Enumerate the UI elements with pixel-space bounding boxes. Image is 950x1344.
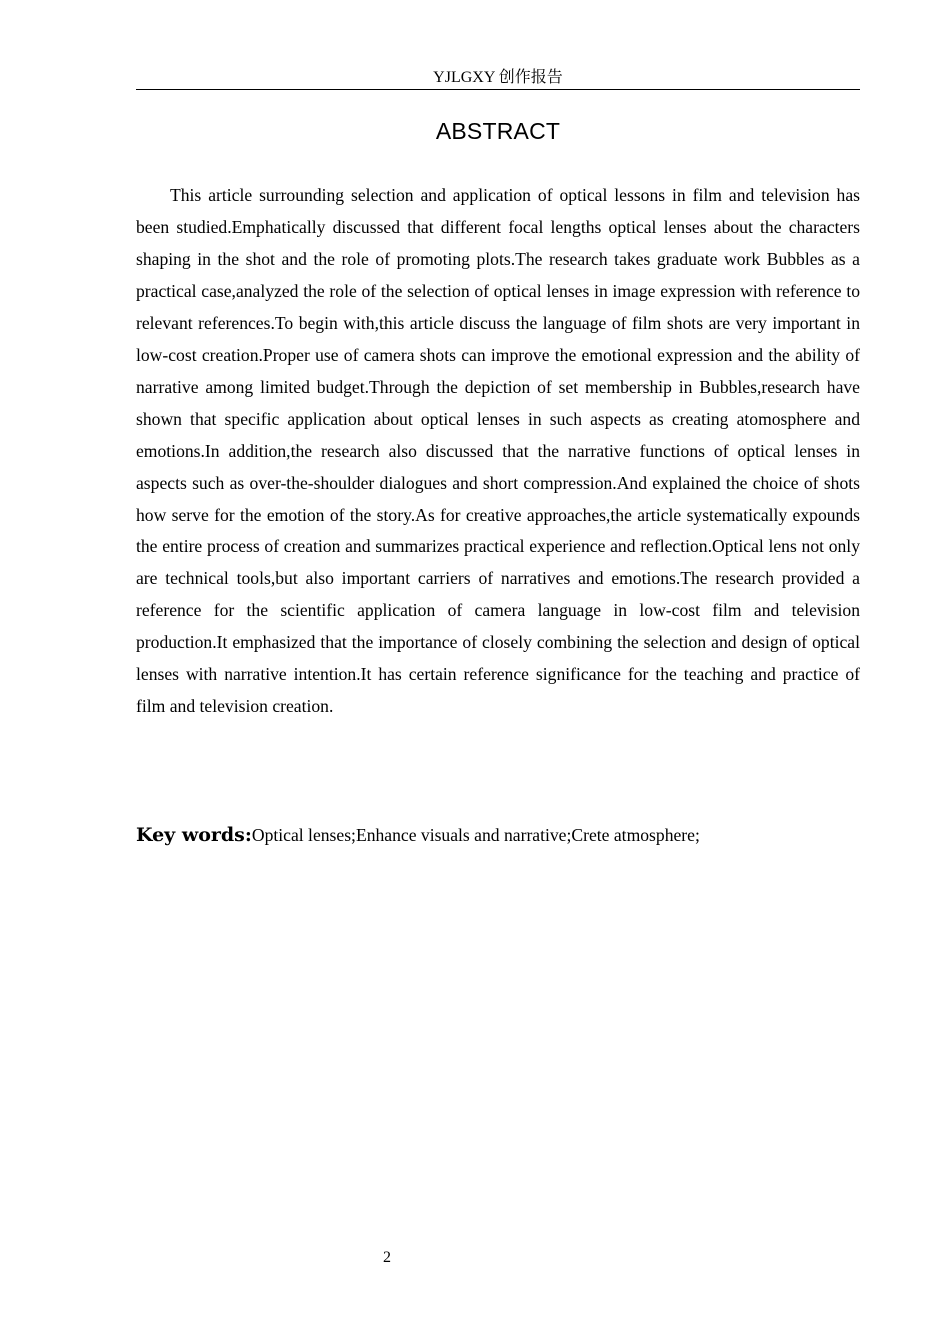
page-number: 2	[383, 1249, 391, 1266]
keywords-label: Key words:	[136, 824, 252, 846]
keywords-text: Optical lenses;Enhance visuals and narrative;Crete atmosphere;	[251, 825, 700, 845]
header-divider	[136, 89, 860, 90]
running-header: YJLGXY 创作报告	[433, 69, 563, 86]
abstract-title: ABSTRACT	[435, 118, 561, 144]
abstract-body: This article surrounding selection and application of optical lessons in film and television has been studied.Emphatically discussed that different focal lengths optical lenses about the characters shaping in the shot and the role of promoting plots.The research takes graduate work Bubbles as a practical case,analyzed the role of the selection of optical lenses in image expression with reference to relevant references.To begin with,this article discuss the language of film shots are very important in low-cost creation.Proper use of camera shots can improve the emotional expression and the ability of narrative among limited budget.Through the depiction of set membership in Bubbles,research have shown that specific application about optical lenses in such aspects as creating atomosphere and emotions.In addition,the research also discussed that the narrative functions of optical lenses in aspects such as over-the-shoulder dialogues and short compression.And explained the choice of shots how serve for the emotion of the story.As for creative approaches,the article systematically expounds the entire process of creation and summarizes practical experience and reflection.Optical lens not only are technical tools,but also important carriers of narratives and emotions.The research provided a reference for the scientific application of camera language in low-cost film and television production.It emphasized that the importance of closely combining the selection and design of optical lenses with narrative intention.It has certain reference significance for the teaching and practice of film and television creation.	[136, 185, 860, 717]
keywords-line	[136, 819, 860, 851]
